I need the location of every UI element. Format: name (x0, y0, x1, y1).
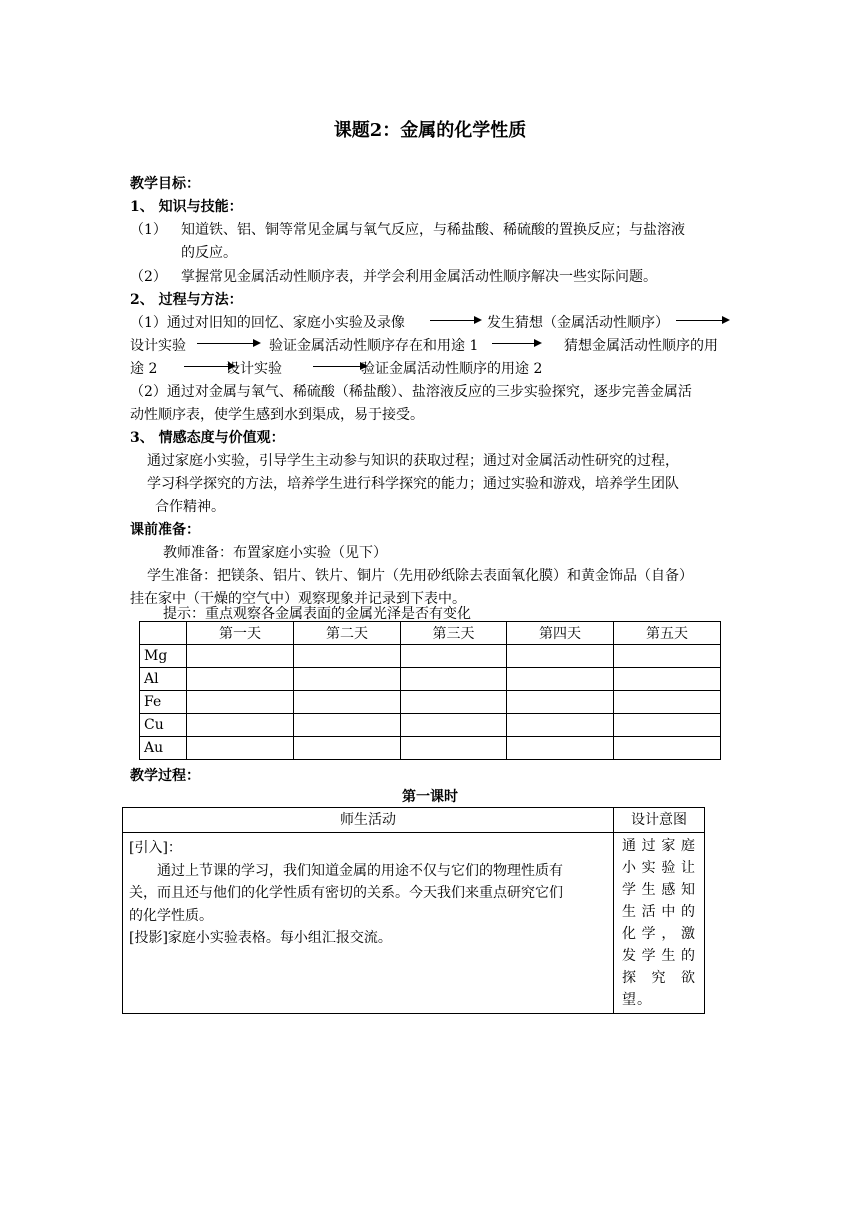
student-preparation-line-2: 挂在家中（干燥的空气中）观察现象并记录到下表中。 (130, 591, 466, 607)
arrow-1 (430, 320, 480, 321)
observation-cell (187, 668, 294, 691)
day-header: 第四天 (507, 622, 614, 645)
observation-cell (507, 691, 614, 714)
observation-cell (187, 645, 294, 668)
observation-cell (614, 645, 721, 668)
table-row (140, 645, 721, 668)
observation-hint: 提示：重点观察各金属表面的金属光泽是否有变化 (163, 606, 471, 622)
day-header: 第二天 (294, 622, 401, 645)
observation-cell (294, 668, 401, 691)
observation-cell (401, 737, 507, 760)
table-row (123, 833, 705, 1014)
process-1-part-c: 设计实验 (130, 338, 186, 354)
teacher-preparation: 教师准备：布置家庭小实验（见下） (163, 545, 387, 561)
observation-cell (401, 668, 507, 691)
observation-cell (294, 737, 401, 760)
attitude-line-2: 学习科学探究的方法，培养学生进行科学探究的能力；通过实验和游戏，培养学生团队 (147, 476, 679, 492)
observation-cell (294, 645, 401, 668)
page-title: 课题2：金属的化学性质 (333, 120, 527, 141)
section-knowledge-heading: 1、 知识与技能： (130, 199, 243, 215)
observation-cell (187, 714, 294, 737)
day-header: 第一天 (187, 622, 294, 645)
projection-note: [投影]家庭小实验表格。每小组汇报交流。 (129, 930, 392, 946)
process-2-line-1: （2）通过对金属与氧气、稀硫酸（稀盐酸）、盐溶液反应的三步实验探究，逐步完善金属活 (130, 384, 692, 400)
activity-paragraph-line-1: 通过上节课的学习，我们知道金属的用途不仅与它们的物理性质有 (157, 862, 563, 879)
table-row (140, 714, 721, 737)
table-row (140, 668, 721, 691)
activity-paragraph-line-2: 关，而且还与他们的化学性质有密切的关系。今天我们来重点研究它们 (129, 885, 563, 901)
arrow-6 (313, 366, 366, 367)
arrow-2 (676, 320, 728, 321)
observation-cell (507, 668, 614, 691)
lesson-title: 第一课时 (402, 789, 458, 805)
preparation-heading: 课前准备： (130, 522, 200, 538)
metal-label: Al (140, 668, 187, 691)
process-1-part-e: 猜想金属活动性顺序的用 (564, 338, 718, 354)
day-header: 第五天 (614, 622, 721, 645)
observation-cell (507, 737, 614, 760)
process-2-line-2: 动性顺序表，使学生感到水到渠成，易于接受。 (130, 407, 424, 423)
observation-cell (614, 737, 721, 760)
knowledge-item-2-number: （2） (130, 269, 167, 285)
knowledge-item-1-line-2: 的反应。 (181, 245, 237, 261)
process-1-part-a: （1）通过对旧知的回忆、家庭小实验及录像 (130, 315, 405, 331)
observation-header-row (140, 622, 721, 645)
observation-table (139, 621, 721, 760)
table-row (140, 691, 721, 714)
observation-cell (614, 714, 721, 737)
activity-paragraph-line-3: 的化学性质。 (129, 907, 213, 924)
attitude-line-1: 通过家庭小实验，引导学生主动参与知识的获取过程；通过对金属活动性研究的过程， (147, 453, 679, 469)
process-1-part-d: 验证金属活动性顺序存在和用途 1 (269, 338, 479, 354)
metal-label: Mg (140, 645, 187, 668)
observation-cell (507, 645, 614, 668)
design-intent-cell: 通过家庭小实验让学生感知生活中的化学，激发学生的探究欲望。 (614, 833, 705, 1014)
process-1-part-b: 发生猜想（金属活动性顺序） (487, 315, 669, 331)
activity-cell (123, 833, 614, 1014)
metal-label: Fe (140, 691, 187, 714)
observation-cell (614, 691, 721, 714)
process-table (122, 807, 705, 1014)
observation-cell (614, 668, 721, 691)
observation-cell (401, 645, 507, 668)
process-1-part-f: 途 2 (130, 361, 158, 377)
metal-label: Au (140, 737, 187, 760)
observation-corner-cell (140, 622, 187, 645)
intro-label: [引入]： (129, 840, 182, 856)
observation-cell (294, 691, 401, 714)
day-header: 第三天 (401, 622, 507, 645)
student-preparation-line-1: 学生准备：把镁条、铝片、铁片、铜片（先用砂纸除去表面氧化膜）和黄金饰品（自备） (147, 568, 693, 584)
process-heading: 教学过程： (130, 768, 200, 784)
process-1-part-g: 设计实验 (226, 361, 282, 377)
observation-cell (187, 737, 294, 760)
intent-column-header: 设计意图 (614, 808, 705, 833)
observation-cell (401, 714, 507, 737)
observation-cell (187, 691, 294, 714)
process-1-part-h: 验证金属活动性顺序的用途 2 (361, 361, 543, 377)
knowledge-item-2: 掌握常见金属活动性顺序表，并学会利用金属活动性顺序解决一些实际问题。 (181, 269, 657, 285)
knowledge-item-1-line-1: 知道铁、铝、铜等常见金属与氧气反应，与稀盐酸、稀硫酸的置换反应；与盐溶液 (181, 222, 685, 238)
attitude-line-3: 合作精神。 (155, 499, 225, 515)
observation-cell (294, 714, 401, 737)
arrow-3 (197, 343, 259, 344)
metal-label: Cu (140, 714, 187, 737)
section-process-heading: 2、 过程与方法： (130, 292, 243, 308)
activity-column-header: 师生活动 (123, 808, 614, 833)
table-row (140, 737, 721, 760)
knowledge-item-1-number: （1） (130, 222, 167, 238)
section-attitude-heading: 3、 情感态度与价值观： (130, 430, 285, 446)
arrow-4 (492, 343, 540, 344)
observation-cell (507, 714, 614, 737)
goals-heading: 教学目标： (130, 176, 200, 192)
observation-cell (401, 691, 507, 714)
process-header-row (123, 808, 705, 833)
